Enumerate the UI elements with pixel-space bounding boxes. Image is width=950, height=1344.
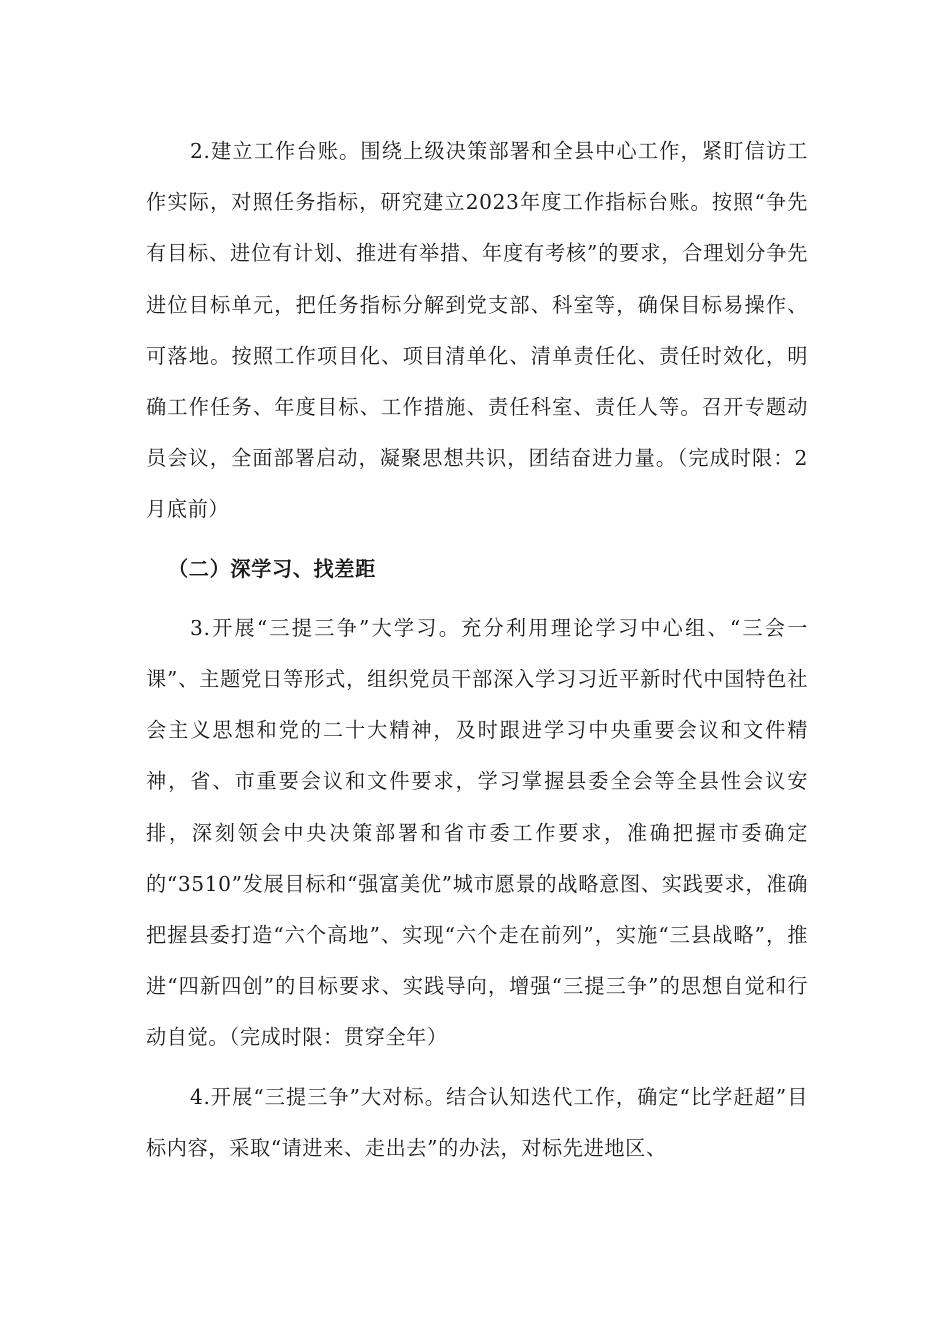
paragraph-2: 2.建立工作台账。围绕上级决策部署和全县中心工作，紧盯信访工作实际，对照任务指标，研究建立2023年度工作指标台账。按照“争先有目标、进位有计划、推进有举措、年度有考核”的要求，合理划分争先进位目标单元，把任务指标分解到党支部、科室等，确保目标易操作、可落地。按照工作项目化、项目清单化、清单责任化、责任时效化，明确工作任务、年度目标、工作措施、责任科室、责任人等。召开专题动员会议，全面部署启动，凝聚思想共识，团结奋进力量。（完成时限：2月底前） [146,139,808,522]
document-body [146,126,808,1174]
section-heading: （二）深学习、找差距 [168,556,376,581]
paragraph-gap [146,1064,808,1072]
paragraph-4: 4.开展“三提三争”大对标。结合认知迭代工作，确定“比学赶超”目标内容，采取“请进来、走出去”的办法，对标先进地区、 [146,1084,808,1160]
paragraph-3: 3.开展“三提三争”大学习。充分利用理论学习中心组、“三会一课”、主题党日等形式，组织党员干部深入学习习近平新时代中国特色社会主义思想和党的二十大精神，及时跟进学习中央重要会议和文件精神，省、市重要会议和文件要求，学习掌握县委全会等全县性会议安排，深刻领会中央决策部署和省市委工作要求，准确把握市委确定的“3510”发展目标和“强富美优”城市愿景的战略意图、实践要求，准确把握县委打造“六个高地”、实现“六个走在前列”，实施“三县战略”，推进“四新四创”的目标要求、实践导向，增强“三提三争”的思想自觉和行动自觉。（完成时限：贯穿全年） [146,615,808,1050]
